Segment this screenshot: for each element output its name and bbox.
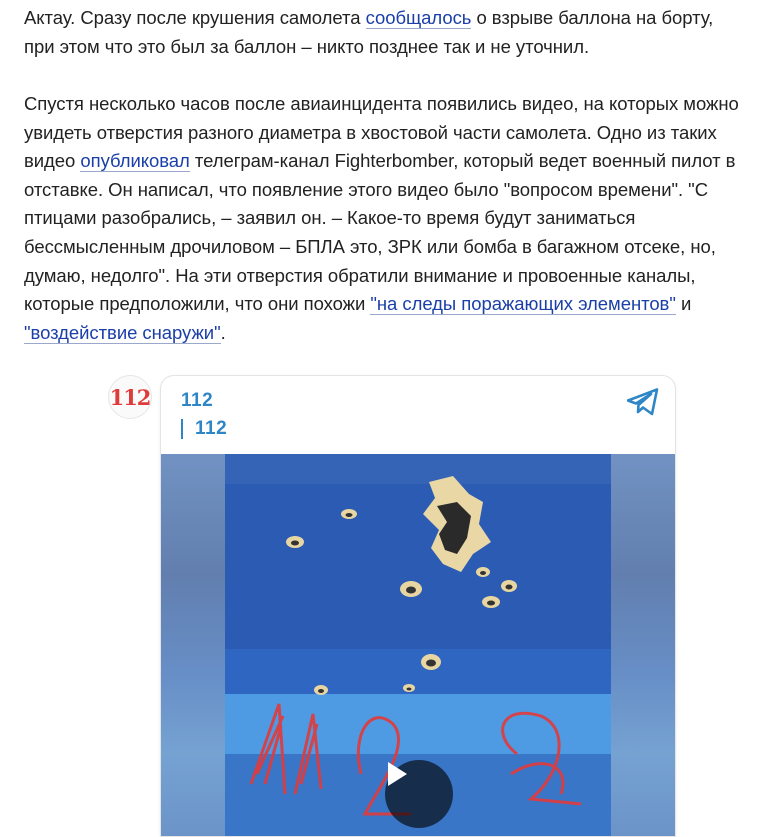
channel-name[interactable]: 112 <box>181 390 214 411</box>
article-paragraph-2 <box>24 90 746 347</box>
telegram-embed <box>160 375 676 837</box>
text-segment: телеграм-канал Fighterbomber, который ведет военный пилот в отставке. Он написал, что появление этого видео было "вопросом времени". "С птицами разобрались, – заявил он. – Какое-то время будут заниматься бессмысленным дрочиловом – БПЛА это, ЗРК или бомба в багажном отсеке, но, думаю, недолго". На эти отверстия обратили внимание и провоенные каналы, которые предположили, что они похожи <box>24 150 736 315</box>
text-segment: и <box>675 293 692 315</box>
forwarded-from[interactable]: 112 <box>181 419 227 439</box>
video-preview[interactable] <box>161 454 675 837</box>
channel-avatar[interactable] <box>108 375 152 419</box>
text-segment: о взрыве баллона на борту, при этом что это был за баллон – никто позднее так и не уточнил. <box>24 7 714 57</box>
play-button[interactable] <box>385 760 453 828</box>
link-damage-traces[interactable]: "на следы поражающих элементов" <box>370 293 676 315</box>
avatar-logo-text: 112 <box>109 384 151 410</box>
telegram-plane-icon[interactable] <box>627 388 659 416</box>
text-segment: . <box>220 321 226 343</box>
link-reported[interactable]: сообщалось <box>365 7 472 28</box>
article-paragraph-1 <box>24 4 746 61</box>
link-external-impact[interactable]: "воздействие снаружи" <box>24 321 221 343</box>
link-published[interactable]: опубликовал <box>80 150 190 172</box>
text-segment: Актау. Сразу после крушения самолета <box>24 7 366 28</box>
play-icon <box>385 760 409 788</box>
text-segment: Спустя несколько часов после авиаинцидента появились видео, на которых можно увидеть отверстия разного диаметра в хвостовой части самолета. Одно из таких видео <box>24 93 739 172</box>
